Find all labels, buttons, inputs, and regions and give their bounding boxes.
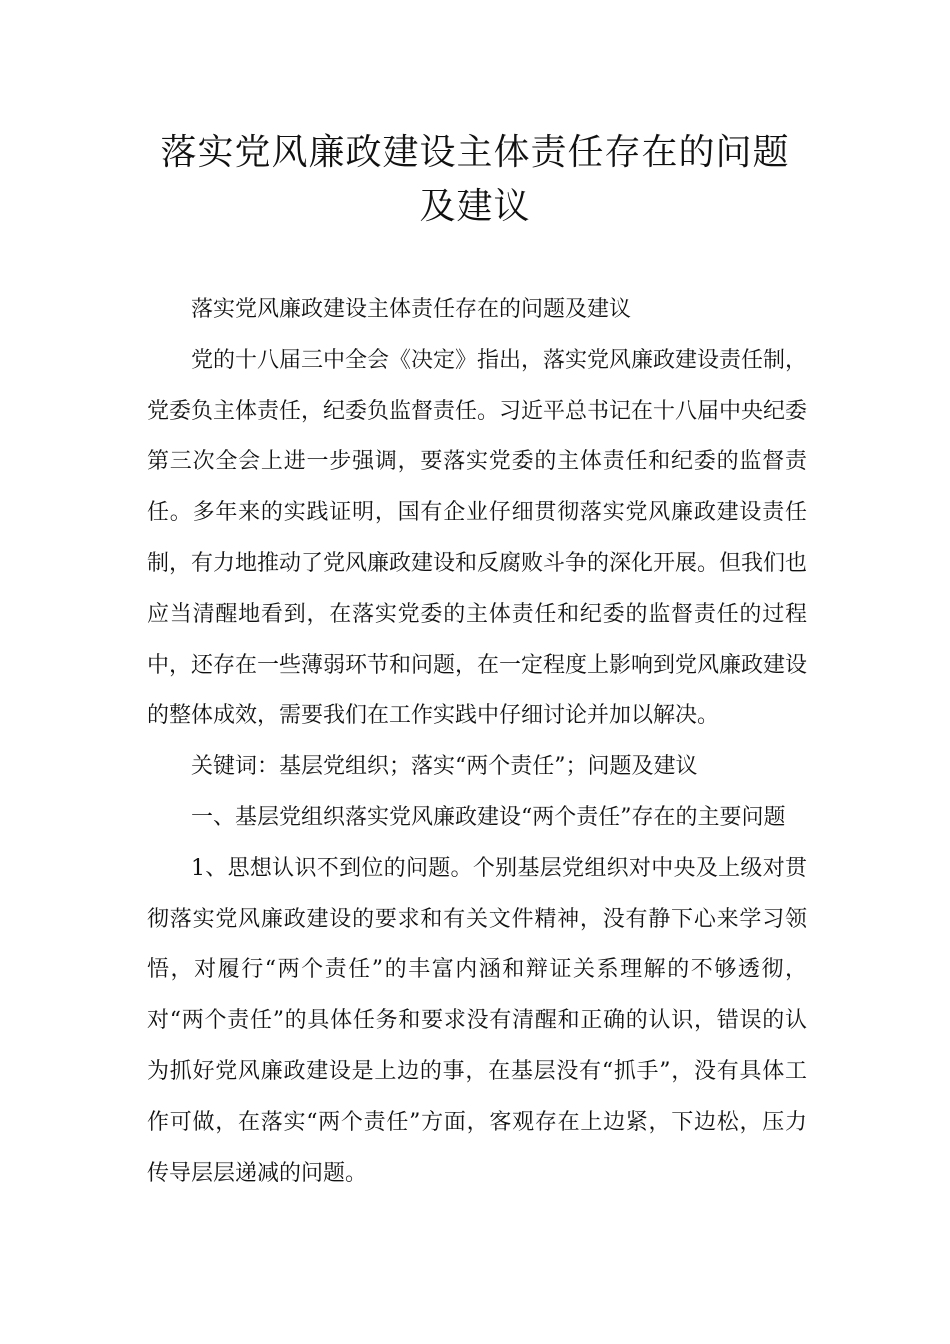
title-line-2: 及建议: [419, 186, 531, 227]
keywords-paragraph: 关键词：基层党组织；落实“两个责任”；问题及建议: [191, 754, 698, 780]
intro-paragraph: 党的十八届三中全会《决定》指出，落实党风廉政建设责任制，党委负主体责任，纪委负监督责任。习近平总书记在十八届中央纪委第三次全会上进一步强调，要落实党委的主体责任和纪委的监督责任。多年来的实践证明，国有企业仔细贯彻落实党风廉政建设责任制，有力地推动了党风廉政建设和反腐败斗争的深化开展。但我们也应当清醒地看到，在落实党委的主体责任和纪委的监督责任的过程中，还存在一些薄弱环节和问题，在一定程度上影响到党风廉政建设的整体成效，需要我们在工作实践中仔细讨论并加以解决。: [147, 347, 808, 729]
document-title: [100, 126, 850, 234]
title-line-1: 落实党风廉政建设主体责任存在的问题: [160, 132, 790, 173]
point-1-paragraph: 1、思想认识不到位的问题。个别基层党组织对中央及上级对贯彻落实党风廉政建设的要求和有关文件精神，没有静下心来学习领悟，对履行“两个责任”的丰富内涵和辩证关系理解的不够透彻，对“两个责任”的具体任务和要求没有清醒和正确的认识，错误的认为抓好党风廉政建设是上边的事，在基层没有“抓手”，没有具体工作可做，在落实“两个责任”方面，客观存在上边紧，下边松，压力传导层层递减的问题。: [147, 855, 807, 1186]
document-body: [147, 285, 807, 1199]
subtitle-paragraph: 落实党风廉政建设主体责任存在的问题及建议: [191, 297, 632, 322]
section-heading: 一、基层党组织落实党风廉政建设“两个责任”存在的主要问题: [191, 804, 786, 830]
